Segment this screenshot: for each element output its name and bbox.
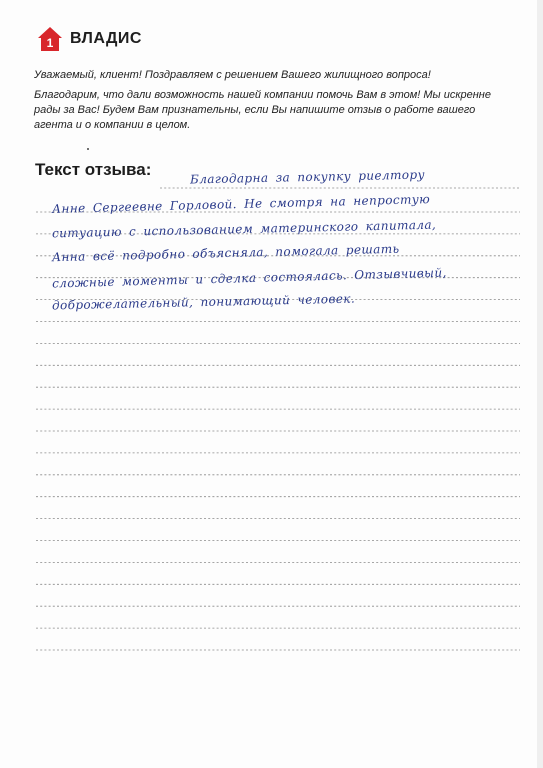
- handwritten-line: сложные моменты и сделка состоялась. Отзывчивый,: [51, 265, 447, 291]
- review-heading: Текст отзыва:: [35, 160, 152, 179]
- greeting-text: Уважаемый, клиент! Поздравляем с решением Вашего жилищного вопроса!: [34, 69, 431, 81]
- company-name: ВЛАДИС: [70, 30, 142, 47]
- handwritten-line: доброжелательный, понимающий человек.: [51, 291, 356, 313]
- handwritten-line: Благодарна за покупку риелтору: [189, 167, 426, 187]
- svg-text:1: 1: [46, 36, 54, 50]
- request-text: Благодарим, что дали возможность нашей компании помочь Вам в этом! Мы искренне рады за Вас! Будем Вам признательны, если Вы напишите отзыв о работе вашего агента и о компании в целом.: [34, 89, 491, 131]
- scan-edge: [537, 0, 543, 768]
- handwritten-line: Анна всё подробно объясняла, помогала решать: [51, 241, 400, 265]
- handwritten-line: Анне Сергеевне Горловой. Не смотря на непростую: [51, 192, 431, 216]
- handwritten-line: ситуацию с использованием материнского капитала,: [51, 217, 437, 241]
